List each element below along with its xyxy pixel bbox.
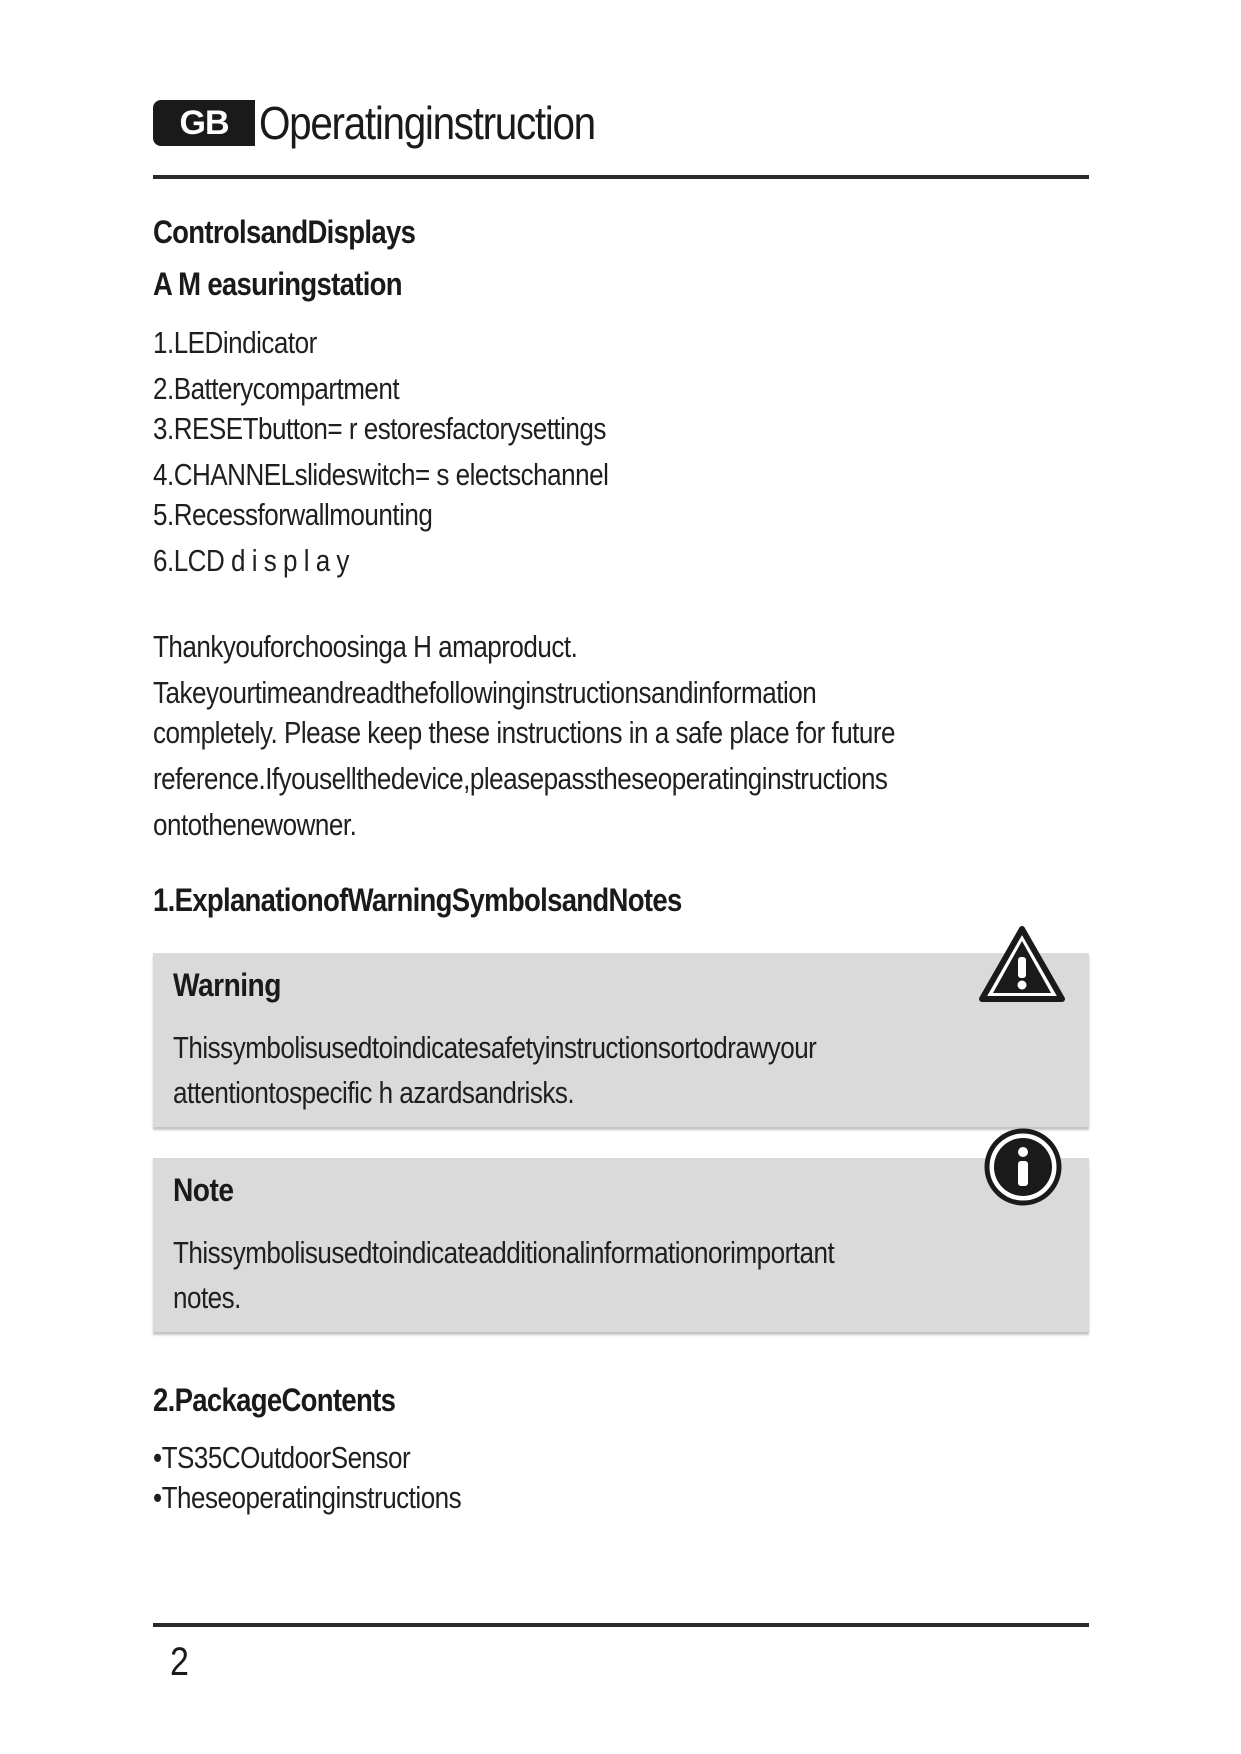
control-item-battery: 2.Batterycompartment bbox=[153, 371, 400, 406]
page-header bbox=[153, 96, 641, 150]
intro-line: ontothenewowner. bbox=[153, 807, 357, 842]
intro-line: Thankyouforchoosinga H amaproduct. bbox=[153, 629, 578, 664]
warning-text-line: attentiontospecific h azardsandrisks. bbox=[173, 1075, 575, 1110]
language-badge: GB bbox=[153, 100, 255, 146]
note-box bbox=[153, 1158, 1089, 1332]
controls-heading: ControlsandDisplays bbox=[153, 214, 416, 250]
page-title: Operatinginstruction bbox=[259, 97, 595, 149]
warning-triangle-icon bbox=[978, 925, 1066, 1005]
info-circle-icon bbox=[984, 1128, 1062, 1206]
package-item: •Theseoperatinginstructions bbox=[153, 1480, 462, 1515]
section-2-heading: 2.PackageContents bbox=[153, 1382, 396, 1418]
package-item: •TS35COutdoorSensor bbox=[153, 1440, 411, 1475]
control-item-reset: 3.RESETbutton= r estoresfactorysettings bbox=[153, 411, 606, 446]
intro-line: completely. Please keep these instructions in a safe place for future bbox=[153, 715, 896, 750]
note-text-line: notes. bbox=[173, 1280, 241, 1315]
intro-line: Takeyourtimeandreadthefollowinginstructionsandinformation bbox=[153, 675, 817, 710]
intro-line: reference.Ifyousellthedevice,pleasepasstheseoperatinginstructions bbox=[153, 761, 888, 796]
header-divider bbox=[153, 175, 1089, 179]
note-text-line: Thissymbolisusedtoindicateadditionalinformationorimportant bbox=[173, 1235, 835, 1270]
controls-subheading: A M easuringstation bbox=[153, 266, 402, 302]
warning-title: Warning bbox=[173, 967, 281, 1003]
control-item-lcd: 6.LCD d i s p l a y bbox=[153, 543, 349, 578]
warning-text-line: Thissymbolisusedtoindicatesafetyinstructionsortodrawyour bbox=[173, 1030, 817, 1065]
control-item-channel: 4.CHANNELslideswitch= s electschannel bbox=[153, 457, 609, 492]
control-item-recess: 5.Recessforwallmounting bbox=[153, 497, 433, 532]
control-item-led: 1.LEDindicator bbox=[153, 325, 317, 360]
warning-box bbox=[153, 953, 1089, 1127]
note-title: Note bbox=[173, 1172, 234, 1208]
section-1-heading: 1.ExplanationofWarningSymbolsandNotes bbox=[153, 882, 682, 918]
footer-divider bbox=[153, 1623, 1089, 1627]
page-number: 2 bbox=[170, 1640, 189, 1684]
